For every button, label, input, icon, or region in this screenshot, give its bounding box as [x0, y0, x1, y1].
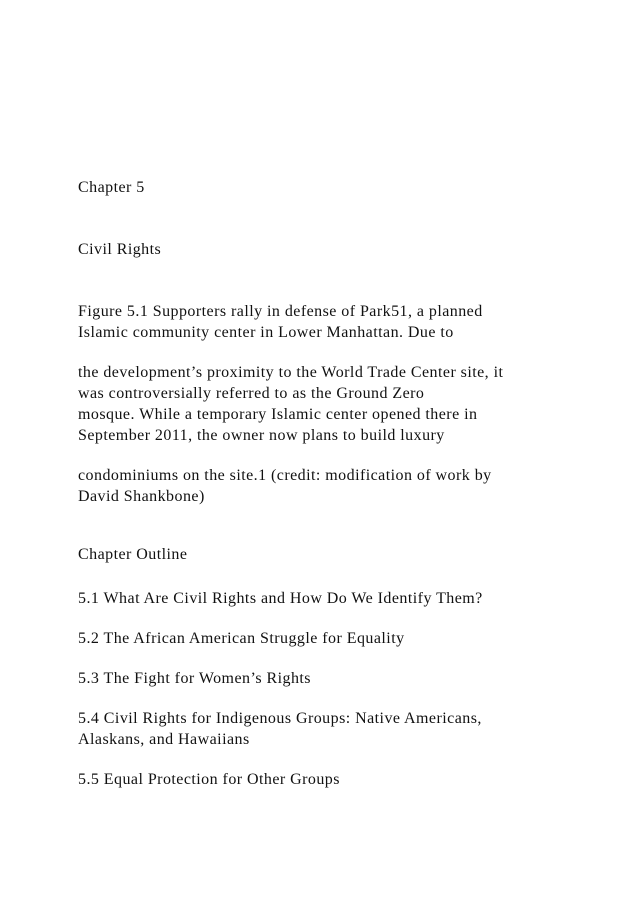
caption-line: mosque. While a temporary Islamic center opened there in	[78, 406, 478, 423]
outline-item: 5.2 The African American Struggle for Equality	[78, 630, 405, 647]
caption-line: the development’s proximity to the World Trade Center site, it	[78, 364, 504, 381]
chapter-label: Chapter 5	[78, 179, 145, 196]
outline-heading: Chapter Outline	[78, 546, 188, 563]
caption-line: David Shankbone)	[78, 488, 205, 505]
outline-item: 5.4 Civil Rights for Indigenous Groups: Native Americans,	[78, 710, 482, 727]
caption-line: was controversially referred to as the Ground Zero	[78, 385, 425, 402]
outline-item: 5.3 The Fight for Women’s Rights	[78, 670, 311, 687]
outline-item: 5.5 Equal Protection for Other Groups	[78, 771, 340, 788]
caption-line: Islamic community center in Lower Manhattan. Due to	[78, 324, 454, 341]
caption-line: condominiums on the site.1 (credit: modification of work by	[78, 467, 492, 484]
outline-item: Alaskans, and Hawaiians	[78, 731, 250, 748]
caption-line: Figure 5.1 Supporters rally in defense of Park51, a planned	[78, 303, 483, 320]
caption-line: September 2011, the owner now plans to build luxury	[78, 427, 445, 444]
outline-item: 5.1 What Are Civil Rights and How Do We Identify Them?	[78, 590, 483, 607]
chapter-title: Civil Rights	[78, 241, 162, 258]
